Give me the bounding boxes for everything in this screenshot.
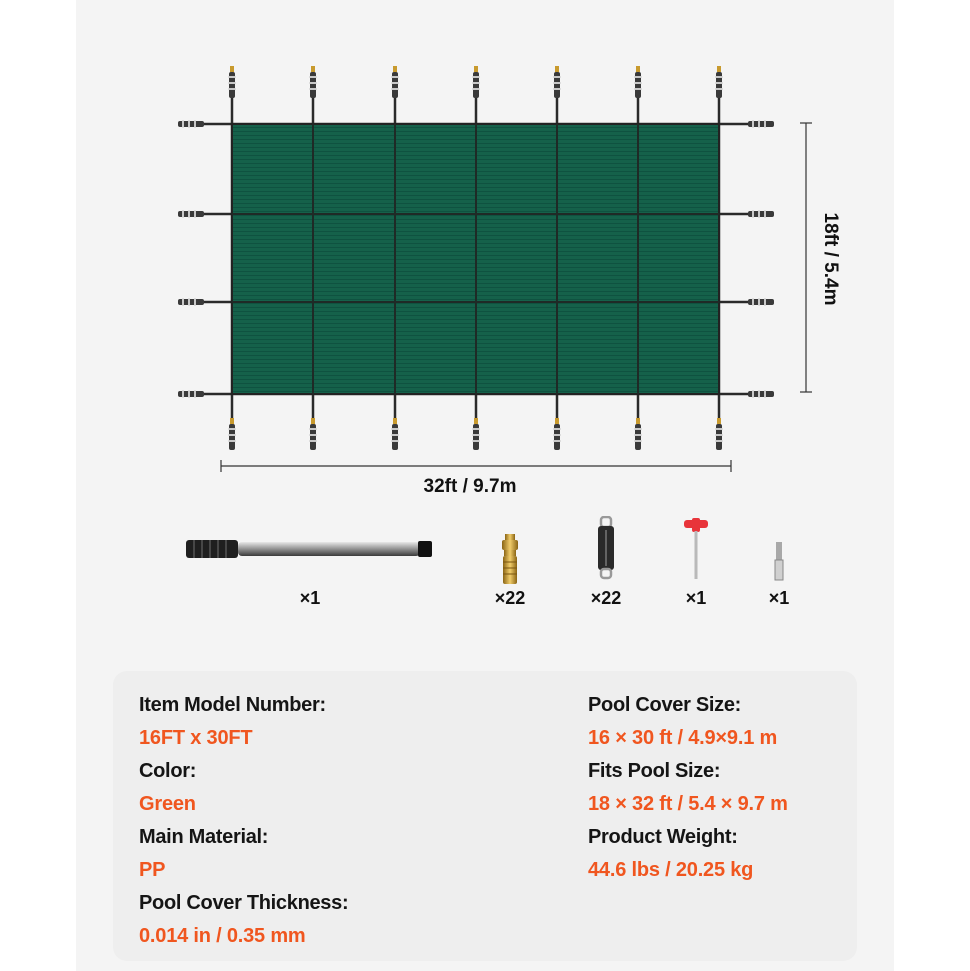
left-springs <box>178 121 204 398</box>
spring-icon <box>594 516 618 580</box>
spec-value-weight: 44.6 lbs / 20.25 kg <box>588 859 754 881</box>
spec-label-fits-pool: Fits Pool Size: <box>588 760 721 782</box>
height-dimension-label: 18ft / 5.4m <box>820 212 841 306</box>
width-dimension-line <box>221 460 731 472</box>
spec-value-model: 16FT x 30FT <box>139 727 253 749</box>
accessory-qty-anchor: ×22 <box>494 588 526 608</box>
hex-key-tool-icon <box>680 516 712 582</box>
accessory-qty-spring: ×22 <box>590 588 622 608</box>
spec-label-material: Main Material: <box>139 826 269 848</box>
brass-anchor-icon <box>498 534 522 586</box>
installation-rod-icon <box>184 532 436 566</box>
anchor-tool-icon <box>772 542 786 582</box>
spec-value-material: PP <box>139 859 166 881</box>
width-dimension-label: 32ft / 9.7m <box>423 476 517 497</box>
spec-label-model: Item Model Number: <box>139 694 326 716</box>
height-dimension-line <box>800 123 812 392</box>
specs-right-column <box>588 689 788 887</box>
accessory-qty-hex-key: ×1 <box>685 588 707 608</box>
accessory-qty-anchor-tool: ×1 <box>768 588 790 608</box>
spec-value-fits-pool: 18 × 32 ft / 5.4 × 9.7 m <box>588 793 788 815</box>
spec-value-color: Green <box>139 793 196 815</box>
specifications-panel <box>113 671 857 961</box>
bottom-springs <box>229 418 723 450</box>
spec-value-cover-size: 16 × 30 ft / 4.9×9.1 m <box>588 727 778 749</box>
accessory-qty-rod: ×1 <box>299 588 321 608</box>
top-springs <box>229 66 723 98</box>
spec-label-color: Color: <box>139 760 197 782</box>
spec-value-thickness: 0.014 in / 0.35 mm <box>139 925 306 947</box>
specs-left-column <box>139 689 348 953</box>
spec-label-weight: Product Weight: <box>588 826 738 848</box>
spec-label-thickness: Pool Cover Thickness: <box>139 892 349 914</box>
right-springs <box>748 121 774 398</box>
spec-label-cover-size: Pool Cover Size: <box>588 694 742 716</box>
